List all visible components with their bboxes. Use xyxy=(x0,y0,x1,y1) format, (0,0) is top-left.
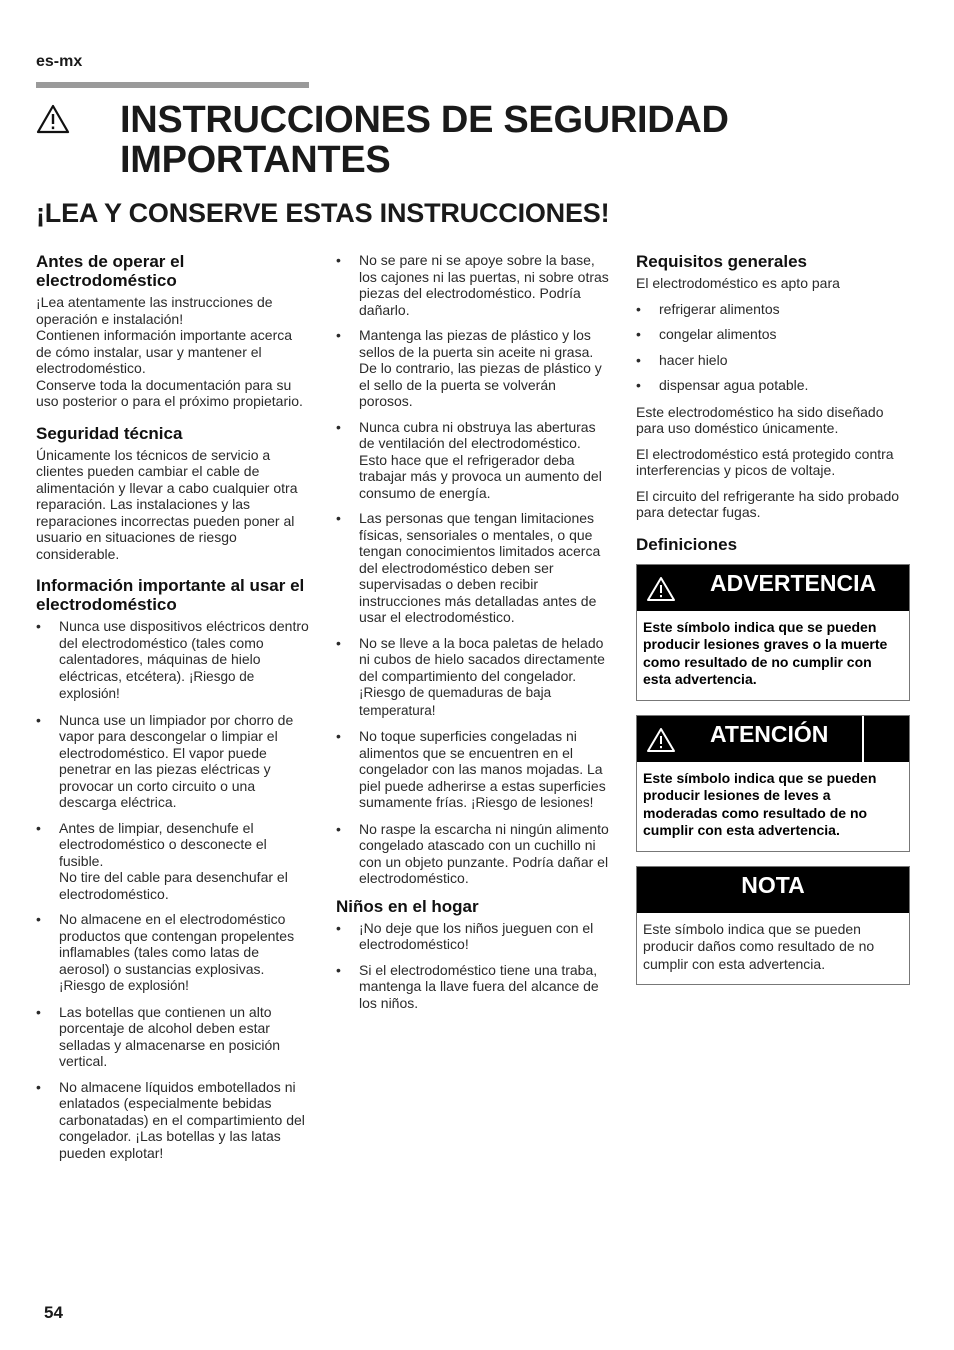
section-seguridad xyxy=(36,424,309,563)
seguridad-text: Únicamente los técnicos de servicio a clientes pueden cambiar el cable de alimentación y llevar a cabo cualquier otra reparación. Las instalaciones y las reparaciones incorrectas pueden poner al usuario en situaciones de riesgo considerable. xyxy=(36,446,298,562)
warning-triangle-icon xyxy=(36,104,70,134)
list-item: • ¡No deje que los niños jueguen con el electrodoméstico! xyxy=(336,920,609,953)
heading-antes: Antes de operar el electrodoméstico xyxy=(36,252,185,290)
column-3 xyxy=(636,252,910,999)
page-number: 54 xyxy=(44,1303,63,1322)
list-item: • refrigerar alimentos xyxy=(636,301,910,318)
ninos-list xyxy=(336,920,609,1012)
heading-definiciones: Definiciones xyxy=(636,534,738,554)
risk-note: ¡Riesgo de explosión! xyxy=(59,978,189,993)
antes-line-3: Conserve toda la documentación para su uso posterior o para el próximo propietario. xyxy=(36,376,303,409)
requisitos-list xyxy=(636,301,910,394)
section-antes xyxy=(36,252,309,410)
column-1 xyxy=(36,252,309,1175)
list-item: • Nunca use un limpiador por chorro de vapor para descongelar o limpiar el electrodoméstico. El vapor puede penetrar en las piezas eléctricas y provocar un corto circuito o una descarga eléctrica. xyxy=(36,712,309,811)
atencion-title: ATENCIÓN xyxy=(710,720,829,747)
locale-label: es-mx xyxy=(36,53,83,70)
antes-line-2: Contienen información importante acerca de cómo instalar, usar y mantener el electrodoméstico. xyxy=(36,327,293,376)
requisitos-intro: El electrodoméstico es apto para xyxy=(636,275,840,291)
list-item: • Nunca use dispositivos eléctricos dentro del electrodoméstico (tales como calentadores, máquinas de hielo eléctricas, etcétera). ¡Riesgo de explosión! xyxy=(36,618,309,703)
list-item: • hacer hielo xyxy=(636,352,910,369)
antes-text xyxy=(36,294,309,410)
list-item: • congelar alimentos xyxy=(636,326,910,343)
nota-header xyxy=(637,867,909,913)
list-item: • No toque superficies congeladas ni alimentos que se encuentren en el congelador con las manos mojadas. La piel puede adherirse a estas superficies sumamente frías. ¡Riesgo de lesiones! xyxy=(336,728,609,812)
list-item: • No se lleve a la boca paletas de helado ni cubos de hielo sacados directamente del compartimiento del congelador. ¡Riesgo de quemaduras de baja temperatura! xyxy=(336,635,609,720)
section-requisitos xyxy=(636,252,910,521)
advertencia-header xyxy=(637,565,909,611)
safety-list xyxy=(336,252,609,887)
info-list xyxy=(36,618,309,1161)
column-2 xyxy=(336,252,609,1025)
heading-informacion: Información importante al usar el electrodoméstico xyxy=(36,576,305,614)
advertencia-box xyxy=(636,564,910,701)
heading-requisitos: Requisitos generales xyxy=(636,252,808,271)
requisitos-para-2: El electrodoméstico está protegido contra interferencias y picos de voltaje. xyxy=(636,445,894,478)
list-item: • No almacene en el electrodoméstico productos que contengan propelentes inflamables (tales como latas de aerosol) o sustancias explosivas. ¡Riesgo de explosión! xyxy=(36,911,309,995)
nota-box xyxy=(636,866,910,986)
nota-title: NOTA xyxy=(741,871,805,898)
requisitos-para-3: El circuito del refrigerante ha sido probado para detectar fugas. xyxy=(636,487,900,520)
list-item: • Antes de limpiar, desenchufe el electrodoméstico o desconecte el fusible. No tire del cable para desenchufar el electrodoméstico. xyxy=(36,820,309,903)
requisitos-para-1: Este electrodoméstico ha sido diseñado para uso doméstico únicamente. xyxy=(636,403,884,436)
list-item: • Las botellas que contienen un alto porcentaje de alcohol deben estar selladas y almacenarse en posición vertical. xyxy=(36,1004,309,1070)
risk-note: ¡Riesgo de lesiones! xyxy=(471,795,594,810)
section-definiciones xyxy=(636,535,910,986)
section-ninos xyxy=(336,897,609,1012)
list-item: • No se pare ni se apoye sobre la base, los cajones ni las puertas, ni sobre otras piezas del electrodoméstico. Podría dañarlo. xyxy=(336,252,609,318)
atencion-text: Este símbolo indica que se pueden producir lesiones de leves a moderadas como resultado de no cumplir con esta advertencia. xyxy=(643,769,877,838)
list-item: • No almacene líquidos embotellados ni enlatados (especialmente bebidas carbonatadas) en el compartimiento del congelador. ¡Las botellas y las latas pueden explotar! xyxy=(36,1079,309,1162)
nota-text: Este símbolo indica que se pueden producir daños como resultado de no cumplir con esta advertencia. xyxy=(643,920,875,972)
page-subtitle: ¡LEA Y CONSERVE ESTAS INSTRUCCIONES! xyxy=(36,198,610,228)
title-line-2: IMPORTANTES xyxy=(120,139,391,181)
list-item: • dispensar agua potable. xyxy=(636,377,910,394)
heading-ninos: Niños en el hogar xyxy=(336,896,479,916)
header-rule xyxy=(36,82,309,88)
atencion-box xyxy=(636,715,910,852)
warning-triangle-icon xyxy=(646,727,676,753)
heading-seguridad: Seguridad técnica xyxy=(36,423,183,443)
risk-note: ¡Riesgo de explosión! xyxy=(59,668,255,701)
list-item: • Las personas que tengan limitaciones físicas, sensoriales o mentales, o que tengan conocimientos limitados acerca del electrodoméstico deben ser supervisadas o deben recibir instrucciones más detalladas antes de usar el electrodoméstico. xyxy=(336,510,609,626)
page-title xyxy=(120,100,729,180)
warning-triangle-icon xyxy=(646,576,676,602)
risk-note: ¡Riesgo de quemaduras de baja temperatura! xyxy=(359,685,552,718)
list-item: • Si el electrodoméstico tiene una traba, mantenga la llave fuera del alcance de los niños. xyxy=(336,962,609,1012)
advertencia-text: Este símbolo indica que se pueden producir lesiones graves o la muerte como resultado de no cumplir con esta advertencia. xyxy=(643,618,888,687)
section-informacion xyxy=(36,576,309,1161)
antes-line-1: ¡Lea atentamente las instrucciones de operación e instalación! xyxy=(36,294,273,327)
advertencia-title: ADVERTENCIA xyxy=(710,569,877,596)
atencion-header-block xyxy=(862,716,909,762)
list-item: • No raspe la escarcha ni ningún alimento congelado atascado con un cuchillo ni con un objeto punzante. Podría dañar el electrodoméstico. xyxy=(336,821,609,887)
list-item: • Mantenga las piezas de plástico y los sellos de la puerta sin aceite ni grasa. De lo contrario, las piezas de plástico y el sello de la puerta se volverán porosos. xyxy=(336,327,609,410)
list-item: • Nunca cubra ni obstruya las aberturas de ventilación del electrodoméstico. Esto hace que el refrigerador deba trabajar más y provoca un aumento del consumo de energía. xyxy=(336,419,609,502)
atencion-header xyxy=(637,716,909,762)
title-line-1: INSTRUCCIONES DE SEGURIDAD xyxy=(120,99,729,141)
